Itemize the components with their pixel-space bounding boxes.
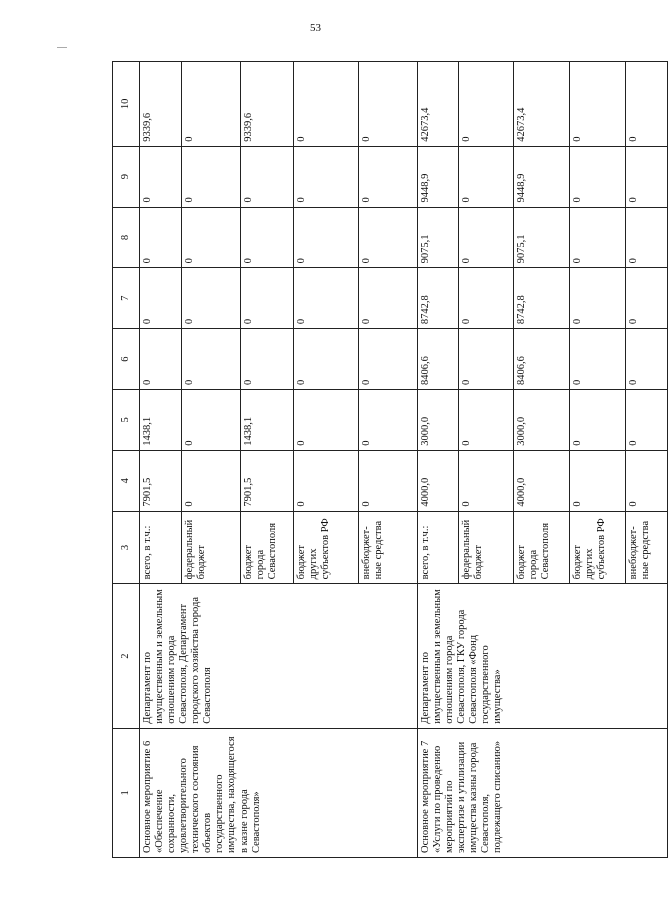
value-cell: 8742,8 xyxy=(514,268,570,329)
scan-mark xyxy=(57,47,67,48)
page-number: 53 xyxy=(310,22,321,34)
header-cell: 6 xyxy=(113,329,140,390)
value-cell: 0 xyxy=(294,268,359,329)
value-cell: 0 xyxy=(626,207,668,268)
funding-source-cell: федеральный бюджет xyxy=(459,511,514,584)
value-cell: 0 xyxy=(459,450,514,511)
funding-source-cell: бюджет города Севастополя xyxy=(241,511,294,584)
value-cell: 1438,1 xyxy=(140,389,182,450)
value-cell: 0 xyxy=(626,389,668,450)
value-cell: 0 xyxy=(626,62,668,147)
table-row xyxy=(140,62,182,858)
funding-source-cell: внебюджет-ные средства xyxy=(359,511,418,584)
value-cell: 9075,1 xyxy=(418,207,459,268)
value-cell: 0 xyxy=(294,329,359,390)
value-cell: 0 xyxy=(570,146,626,207)
value-cell: 9448,9 xyxy=(514,146,570,207)
value-cell: 0 xyxy=(182,329,241,390)
value-cell: 0 xyxy=(626,329,668,390)
value-cell: 0 xyxy=(570,389,626,450)
executor-cell: Департамент по имущественным и земельным отношениям города Севастополя, ГКУ города Севастополя «Фонд государственного имущества» xyxy=(418,584,668,728)
value-cell: 0 xyxy=(459,329,514,390)
funding-source-cell: всего, в т.ч.: xyxy=(418,511,459,584)
funding-table xyxy=(112,61,668,858)
funding-source-cell: бюджет других субъектов РФ xyxy=(294,511,359,584)
value-cell: 0 xyxy=(182,389,241,450)
value-cell: 0 xyxy=(459,268,514,329)
value-cell: 0 xyxy=(359,389,418,450)
value-cell: 7901,5 xyxy=(140,450,182,511)
value-cell: 42673,4 xyxy=(514,62,570,147)
table-row xyxy=(418,62,459,858)
value-cell: 0 xyxy=(570,450,626,511)
value-cell: 8406,6 xyxy=(418,329,459,390)
value-cell: 0 xyxy=(294,389,359,450)
value-cell: 0 xyxy=(140,329,182,390)
funding-source-cell: федеральный бюджет xyxy=(182,511,241,584)
header-cell: 5 xyxy=(113,389,140,450)
value-cell: 4000,0 xyxy=(514,450,570,511)
value-cell: 0 xyxy=(182,450,241,511)
value-cell: 0 xyxy=(626,268,668,329)
value-cell: 0 xyxy=(459,146,514,207)
value-cell: 1438,1 xyxy=(241,389,294,450)
value-cell: 0 xyxy=(182,268,241,329)
value-cell: 0 xyxy=(294,146,359,207)
header-cell: 4 xyxy=(113,450,140,511)
value-cell: 0 xyxy=(459,62,514,147)
value-cell: 0 xyxy=(626,450,668,511)
value-cell: 0 xyxy=(241,146,294,207)
value-cell: 0 xyxy=(359,207,418,268)
activity-name-cell: Основное мероприятие 7 «Услуги по проведению мероприятий по экспертизе и утилизации имущества казны города Севастополя, подлежащего списанию» xyxy=(418,728,668,857)
value-cell: 0 xyxy=(140,146,182,207)
header-cell: 8 xyxy=(113,207,140,268)
value-cell: 0 xyxy=(294,62,359,147)
value-cell: 0 xyxy=(241,268,294,329)
table-body xyxy=(113,62,668,858)
value-cell: 0 xyxy=(140,207,182,268)
value-cell: 0 xyxy=(359,268,418,329)
value-cell: 0 xyxy=(570,268,626,329)
value-cell: 3000,0 xyxy=(418,389,459,450)
funding-source-cell: бюджет других субъектов РФ xyxy=(570,511,626,584)
executor-cell: Департамент по имущественным и земельным отношениям города Севастополя, Департамент городского хозяйства города Севастополя xyxy=(140,584,418,728)
value-cell: 8406,6 xyxy=(514,329,570,390)
funding-source-cell: внебюджет-ные средства xyxy=(626,511,668,584)
value-cell: 0 xyxy=(182,207,241,268)
value-cell: 9339,6 xyxy=(241,62,294,147)
value-cell: 0 xyxy=(459,389,514,450)
rotated-table-container xyxy=(112,61,652,858)
value-cell: 0 xyxy=(359,146,418,207)
value-cell: 0 xyxy=(626,146,668,207)
value-cell: 0 xyxy=(182,62,241,147)
header-cell: 7 xyxy=(113,268,140,329)
value-cell: 7901,5 xyxy=(241,450,294,511)
value-cell: 8742,8 xyxy=(418,268,459,329)
value-cell: 0 xyxy=(140,268,182,329)
value-cell: 3000,0 xyxy=(514,389,570,450)
value-cell: 0 xyxy=(359,329,418,390)
value-cell: 0 xyxy=(294,207,359,268)
value-cell: 0 xyxy=(182,146,241,207)
header-cell: 9 xyxy=(113,146,140,207)
value-cell: 0 xyxy=(359,450,418,511)
value-cell: 0 xyxy=(459,207,514,268)
header-cell: 3 xyxy=(113,511,140,584)
value-cell: 0 xyxy=(570,207,626,268)
header-cell: 1 xyxy=(113,728,140,857)
value-cell: 4000,0 xyxy=(418,450,459,511)
value-cell: 9339,6 xyxy=(140,62,182,147)
value-cell: 9075,1 xyxy=(514,207,570,268)
value-cell: 0 xyxy=(241,329,294,390)
value-cell: 9448,9 xyxy=(418,146,459,207)
header-cell: 2 xyxy=(113,584,140,728)
funding-source-cell: всего, в т.ч.: xyxy=(140,511,182,584)
value-cell: 0 xyxy=(359,62,418,147)
header-row xyxy=(113,62,140,858)
value-cell: 0 xyxy=(241,207,294,268)
activity-name-cell: Основное мероприятие 6 «Обеспечение сохранности, удовлетворительного технического состояния объектов государственного имущества, находящегося в казне города Севастополя» xyxy=(140,728,418,857)
funding-source-cell: бюджет города Севастополя xyxy=(514,511,570,584)
value-cell: 42673,4 xyxy=(418,62,459,147)
value-cell: 0 xyxy=(570,62,626,147)
value-cell: 0 xyxy=(294,450,359,511)
value-cell: 0 xyxy=(570,329,626,390)
header-cell: 10 xyxy=(113,62,140,147)
